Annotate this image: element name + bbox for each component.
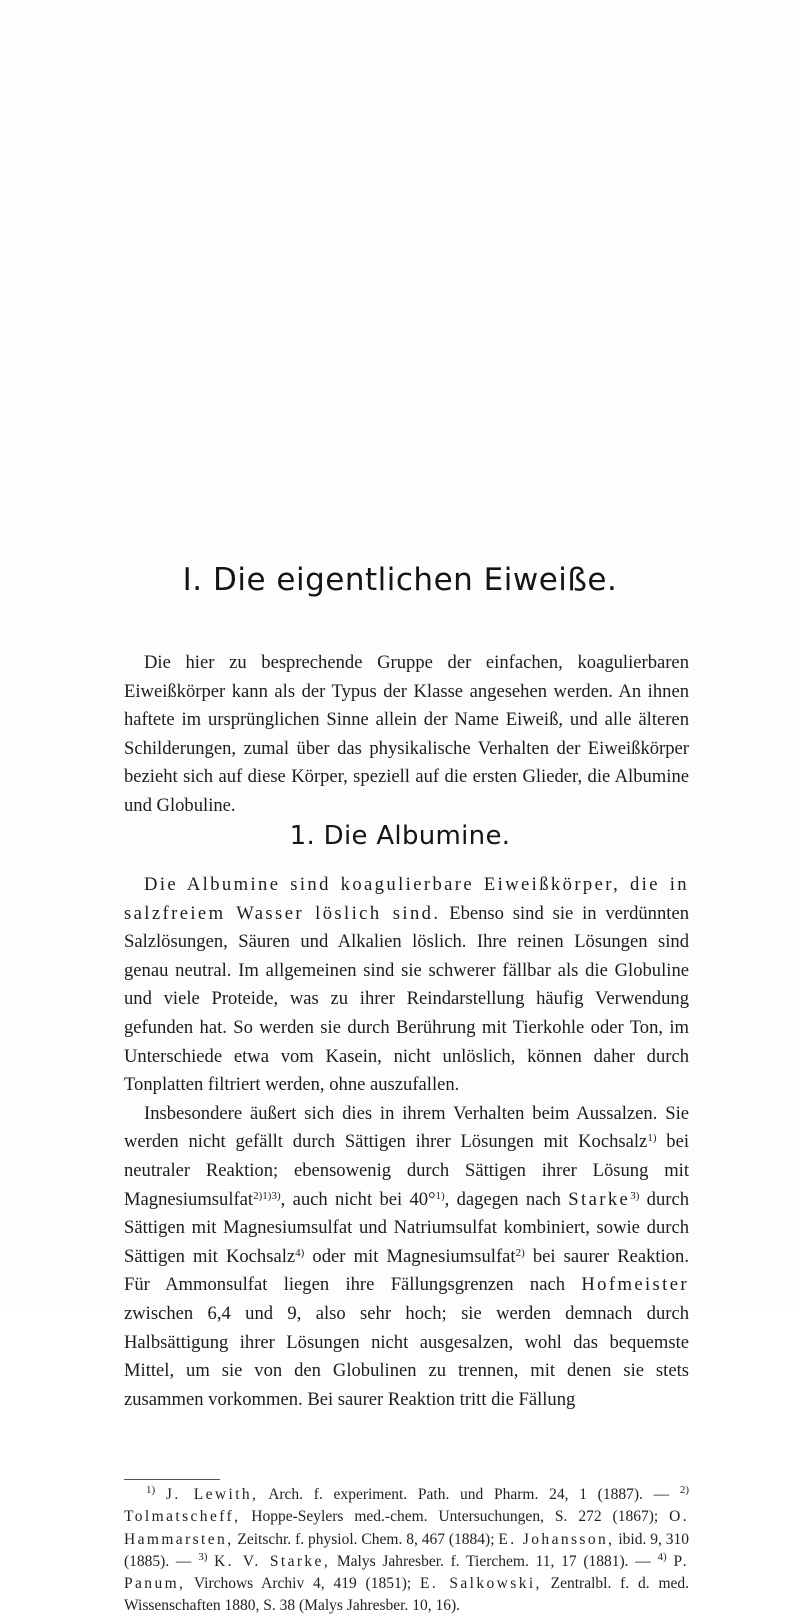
albumine-paragraph-1 (124, 871, 689, 1100)
albumine-paragraph-2 (124, 1100, 689, 1415)
footnote-citation: ibid. 9, 310 (1885). — (124, 1530, 689, 1570)
footnote-citation: Zeitschr. f. physiol. Chem. 8, 467 (1884); (233, 1530, 499, 1548)
footnote-mark[interactable]: 1) (647, 1132, 657, 1145)
footnote-author: E. Johansson, (498, 1530, 615, 1548)
footnote-author: J. Lewith, (165, 1486, 259, 1503)
albumine-block (124, 871, 689, 1414)
footnotes-text (124, 1484, 689, 1618)
intro-block (124, 649, 689, 821)
p2-part-b: bei neutraler Reaktion; ebensowenig durch Sättigen ihrer Lösung mit Magnesiumsulfat (124, 1131, 689, 1210)
p2-part-g: bei saurer Reaktion. Für Ammonsulfat liegen ihre Fällungsgrenzen nach (124, 1245, 689, 1296)
footnote-citation: Hoppe-Seylers med.-chem. Untersuchungen, S. 272 (1867); (240, 1508, 670, 1526)
footnote-author: O. Hammarsten, (124, 1508, 689, 1548)
author-hofmeister: Hofmeister (581, 1274, 689, 1296)
footnotes-block (124, 1484, 689, 1618)
p2-part-e: durch Sättigen mit Magnesiumsulfat und Natriumsulfat kombiniert, sowie durch Sättigen mit Kochsalz (124, 1188, 689, 1267)
p2-part-f: oder mit Magnesiumsulfat (304, 1245, 516, 1267)
paragraph-1-rest: Ebenso sind sie in verdünnten Salzlösungen, Säuren und Alkalien löslich. Ihre reinen Lösungen sind genau neutral. Im allgemeinen sind sie schwerer fällbar als die Globuline und viele Proteide, was zu ihrer Reindarstellung häufig Verwendung gefunden hat. So werden sie durch Berührung mit Tierkohle oder Ton, im Unterschiede etwa vom Kasein, nicht unlöslich, können daher durch Tonplatten filtriert werden, ohne auszufallen. (124, 902, 689, 1096)
footnote-author: Tolmatscheff, (124, 1508, 241, 1526)
footnote-citation: Arch. f. experiment. Path. und Pharm. 24, 1 (1887). — (258, 1486, 670, 1503)
author-starke: Starke (568, 1188, 631, 1210)
footnote-number: 1) (146, 1484, 156, 1496)
footnote-citation: Virchows Archiv 4, 419 (1851); (185, 1575, 420, 1593)
footnote-mark[interactable]: 1)3) (262, 1189, 281, 1202)
footnote-author: E. Salkowski, (420, 1575, 542, 1593)
footnote-mark[interactable]: 1) (435, 1189, 445, 1202)
footnote-citation: Malys Jahresber. f. Tierchem. 11, 17 (1881). — (330, 1552, 658, 1570)
footnote-mark[interactable]: 3) (630, 1189, 640, 1202)
footnote-mark[interactable]: 2) (253, 1189, 263, 1202)
footnote-number: 3) (198, 1550, 208, 1563)
p2-part-h: zwischen 6,4 und 9, also sehr hoch; sie werden demnach durch Halbsättigung ihrer Lösungen nicht ausgesalzen, wohl das bequemste Mittel, um sie von den Globulinen zu trennen, mit denen sie stets zusammen vorkommen. Bei saurer Reaktion tritt die Fällung (124, 1302, 689, 1410)
footnote-author: K. V. Starke, (214, 1552, 331, 1570)
footnote-author: P. Panum, (124, 1552, 690, 1593)
intro-paragraph: Die hier zu besprechende Gruppe der einfachen, koagulierbaren Eiweißkörper kann als der Typus der Klasse angesehen werden. An ihnen haftete im ursprünglichen Sinne allein der Name Eiweiß, und alle älteren Schilderungen, zumal über das physikalische Verhalten der Eiweißkörper bezieht sich auf diese Körper, speziell auf die ersten Glieder, die Albumine und Globuline. (124, 652, 689, 816)
footnote-number: 4) (657, 1550, 667, 1563)
footnote-citation: Zentralbl. f. d. med. Wissenschaften 1880, S. 38 (Malys Jahresber. 10, 16). (124, 1575, 690, 1615)
section-title: 1. Die Albumine. (289, 821, 511, 851)
footnote-number: 2) (679, 1484, 690, 1496)
footnote-mark[interactable]: 2) (515, 1246, 525, 1259)
footnote-mark[interactable]: 4) (295, 1246, 305, 1259)
chapter-title: I. Die eigentlichen Eiweiße. (182, 562, 618, 598)
footnote-divider (124, 1479, 220, 1480)
definition-text: Die Albumine sind koagulierbare Eiweißkörper, die in salzfreiem Wasser löslich sind. (124, 874, 689, 924)
p2-part-c: , auch nicht bei 40° (280, 1188, 436, 1210)
p2-part-d: , dagegen nach (444, 1188, 569, 1210)
p2-part-a: Insbesondere äußert sich dies in ihrem Verhalten beim Aussalzen. Sie werden nicht gefällt durch Sättigen ihrer Lösungen mit Kochsalz (124, 1102, 689, 1153)
